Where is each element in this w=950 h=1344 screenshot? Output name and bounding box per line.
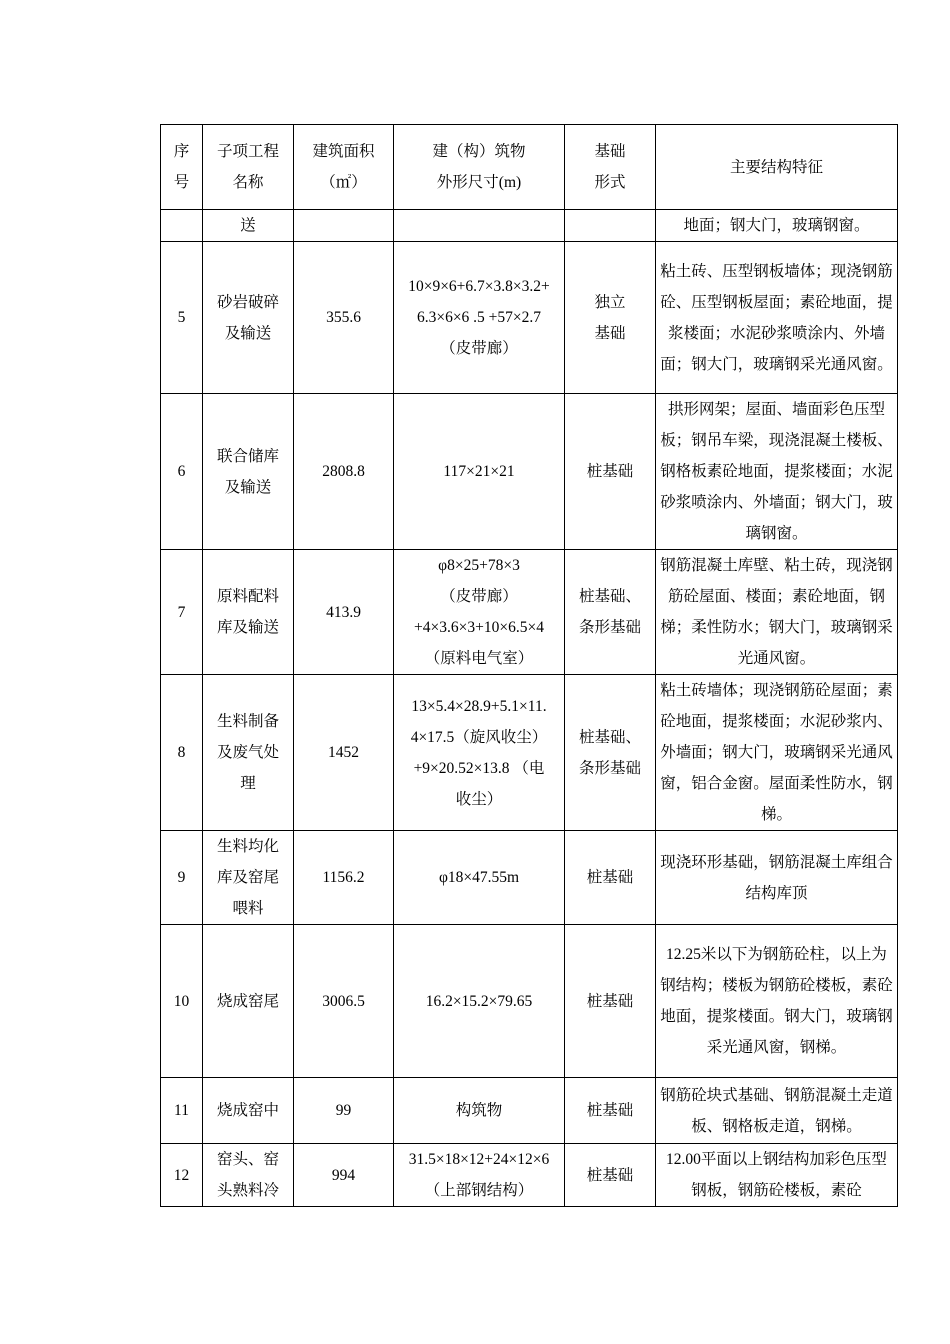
cell-features: 粘土砖、压型钢板墙体；现浇钢筋砼、压型钢板屋面；素砼地面，提浆楼面；水泥砂浆喷涂内、外墙面；钢大门，玻璃钢采光通风窗。 (656, 242, 898, 394)
cell-name: 联合储库 及输送 (203, 394, 294, 550)
cell-features: 12.25米以下为钢筋砼柱，以上为钢结构；楼板为钢筋砼楼板，素砼地面，提浆楼面。钢大门，玻璃钢采光通风窗，钢梯。 (656, 925, 898, 1078)
table-row (161, 1144, 898, 1207)
cell-area: 413.9 (294, 550, 394, 675)
cell-name: 烧成窑中 (203, 1078, 294, 1144)
cell-dims: 10×9×6+6.7×3.8×3.2+ 6.3×6×6 .5 +57×2.7 （皮带廊） (394, 242, 565, 394)
cell-features: 钢筋砼块式基础、钢筋混凝土走道板、钢格板走道，钢梯。 (656, 1078, 898, 1144)
cell-no: 9 (161, 831, 203, 925)
cell-foundation: 桩基础、 条形基础 (565, 675, 656, 831)
cell-no: 8 (161, 675, 203, 831)
table-row (161, 675, 898, 831)
table-row (161, 1078, 898, 1144)
structure-spec-table (160, 124, 898, 1207)
cell-features: 地面；钢大门，玻璃钢窗。 (656, 210, 898, 242)
table-header-row (161, 125, 898, 210)
cell-name: 砂岩破碎 及输送 (203, 242, 294, 394)
cell-area: 355.6 (294, 242, 394, 394)
table-row (161, 210, 898, 242)
cell-dims: 13×5.4×28.9+5.1×11. 4×17.5（旋风收尘） +9×20.52×13.8 （电 收尘） (394, 675, 565, 831)
cell-no: 6 (161, 394, 203, 550)
cell-area: 1452 (294, 675, 394, 831)
cell-name: 生料均化 库及窑尾 喂料 (203, 831, 294, 925)
cell-dims: 16.2×15.2×79.65 (394, 925, 565, 1078)
cell-foundation: 桩基础 (565, 925, 656, 1078)
cell-dims (394, 210, 565, 242)
cell-name: 送 (203, 210, 294, 242)
header-dims: 建（构）筑物 外形尺寸(m) (394, 125, 565, 210)
cell-area: 3006.5 (294, 925, 394, 1078)
header-area: 建筑面积 （㎡） (294, 125, 394, 210)
cell-no: 7 (161, 550, 203, 675)
cell-foundation: 桩基础 (565, 1078, 656, 1144)
cell-no (161, 210, 203, 242)
cell-dims: 117×21×21 (394, 394, 565, 550)
cell-foundation (565, 210, 656, 242)
table-row (161, 550, 898, 675)
cell-foundation: 桩基础 (565, 394, 656, 550)
cell-foundation: 桩基础 (565, 1144, 656, 1207)
cell-foundation: 桩基础 (565, 831, 656, 925)
cell-no: 5 (161, 242, 203, 394)
cell-name: 生料制备 及废气处 理 (203, 675, 294, 831)
table-row (161, 831, 898, 925)
header-no: 序 号 (161, 125, 203, 210)
cell-area (294, 210, 394, 242)
cell-foundation: 桩基础、 条形基础 (565, 550, 656, 675)
cell-features: 拱形网架；屋面、墙面彩色压型板；钢吊车梁，现浇混凝土楼板、钢格板素砼地面，提浆楼面；水泥砂浆喷涂内、外墙面；钢大门，玻璃钢窗。 (656, 394, 898, 550)
cell-name: 烧成窑尾 (203, 925, 294, 1078)
cell-dims: 构筑物 (394, 1078, 565, 1144)
cell-foundation: 独立 基础 (565, 242, 656, 394)
cell-name: 原料配料 库及输送 (203, 550, 294, 675)
header-foundation: 基础 形式 (565, 125, 656, 210)
cell-features: 12.00平面以上钢结构加彩色压型钢板，钢筋砼楼板，素砼 (656, 1144, 898, 1207)
header-features: 主要结构特征 (656, 125, 898, 210)
cell-area: 1156.2 (294, 831, 394, 925)
cell-features: 钢筋混凝土库壁、粘土砖，现浇钢筋砼屋面、楼面；素砼地面，钢梯；柔性防水；钢大门，玻璃钢采光通风窗。 (656, 550, 898, 675)
cell-area: 2808.8 (294, 394, 394, 550)
table-row (161, 242, 898, 394)
cell-dims: φ8×25+78×3 （皮带廊） +4×3.6×3+10×6.5×4 （原料电气室） (394, 550, 565, 675)
cell-dims: φ18×47.55m (394, 831, 565, 925)
cell-name: 窑头、窑 头熟料冷 (203, 1144, 294, 1207)
cell-area: 99 (294, 1078, 394, 1144)
cell-no: 10 (161, 925, 203, 1078)
table-row (161, 394, 898, 550)
cell-dims: 31.5×18×12+24×12×6 （上部钢结构） (394, 1144, 565, 1207)
table-row (161, 925, 898, 1078)
cell-area: 994 (294, 1144, 394, 1207)
cell-features: 现浇环形基础，钢筋混凝土库组合结构库顶 (656, 831, 898, 925)
cell-no: 12 (161, 1144, 203, 1207)
cell-no: 11 (161, 1078, 203, 1144)
header-name: 子项工程 名称 (203, 125, 294, 210)
cell-features: 粘土砖墙体；现浇钢筋砼屋面；素砼地面，提浆楼面；水泥砂浆内、外墙面；钢大门，玻璃钢采光通风窗，铝合金窗。屋面柔性防水，钢梯。 (656, 675, 898, 831)
